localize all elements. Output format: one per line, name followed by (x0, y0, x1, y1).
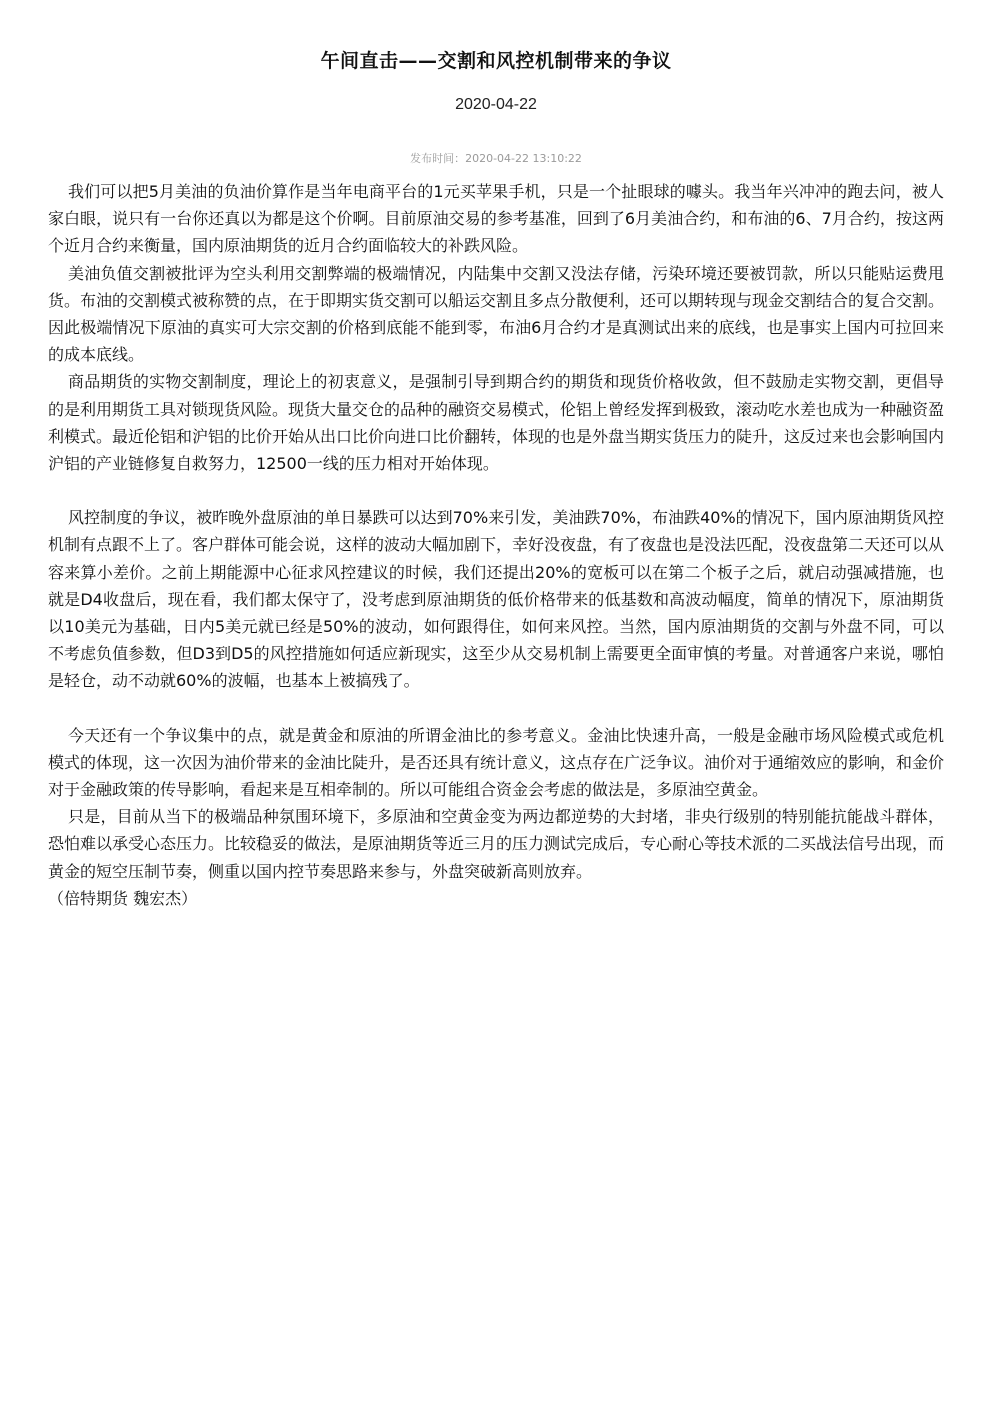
paragraph: 风控制度的争议，被昨晚外盘原油的单日暴跌可以达到70%来引发，美油跌70%，布油跌40%的情况下，国内原油期货风控机制有点跟不上了。客户群体可能会说，这样的波动大幅加剧下，幸好没夜盘，有了夜盘也是没法匹配，没夜盘第二天还可以从容来算小差价。之前上期能源中心征求风控建议的时候，我们还提出20%的宽板可以在第二个板子之后，就启动强减措施，也就是D4收盘后，现在看，我们都太保守了，没考虑到原油期货的低价格带来的低基数和高波动幅度，简单的情况下，原油期货以10美元为基础，日内5美元就已经是50%的波动，如何跟得住，如何来风控。当然，国内原油期货的交割与外盘不同，可以不考虑负值参数，但D3到D5的风控措施如何适应新现实，这至少从交易机制上需要更全面审慎的考量。对普通客户来说，哪怕是轻仓，动不动就60%的波幅，也基本上被搞残了。 (48, 508, 945, 691)
article-body (48, 178, 944, 912)
publish-time: 发布时间：2020-04-22 13:10:22 (410, 152, 582, 165)
article-title: 午间直击——交割和风控机制带来的争议 (320, 50, 672, 72)
paragraph: 我们可以把5月美油的负油价算作是当年电商平台的1元买苹果手机，只是一个扯眼球的噱头。我当年兴冲冲的跑去问，被人家白眼，说只有一台你还真以为都是这个价啊。目前原油交易的参考基准，回到了6月美油合约，和布油的6、7月合约，按这两个近月合约来衡量，国内原油期货的近月合约面临较大的补跌风险。 (48, 182, 944, 256)
paragraph: 商品期货的实物交割制度，理论上的初衷意义，是强制引导到期合约的期货和现货价格收敛，但不鼓励走实物交割，更倡导的是利用期货工具对锁现货风险。现货大量交仓的品种的融资交易模式，伦铝上曾经发挥到极致，滚动吃水差也成为一种融资盈利模式。最近伦铝和沪铝的比价开始从出口比价向进口比价翻转，体现的也是外盘当期实货压力的陡升，这反过来也会影响国内沪铝的产业链修复自救努力，12500一线的压力相对开始体现。 (48, 372, 945, 474)
paragraph: 美油负值交割被批评为空头利用交割弊端的极端情况，内陆集中交割又没法存储，污染环境还要被罚款，所以只能贴运费甩货。布油的交割模式被称赞的点，在于即期实货交割可以船运交割且多点分散便利，还可以期转现与现金交割结合的复合交割。因此极端情况下原油的真实可大宗交割的价格到底能不能到零，布油6月合约才是真测试出来的底线，也是事实上国内可拉回来的成本底线。 (48, 263, 945, 365)
article-date: 2020-04-22 (455, 96, 537, 113)
paragraph: 只是，目前从当下的极端品种氛围环境下，多原油和空黄金变为两边都逆势的大封堵，非央行级别的特别能抗能战斗群体，恐怕难以承受心态压力。比较稳妥的做法，是原油期货等近三月的压力测试完成后，专心耐心等技术派的二买战法信号出现，而黄金的短空压制节奏，侧重以国内控节奏思路来参与，外盘突破新高则放弃。 (48, 807, 945, 881)
paragraph: 今天还有一个争议集中的点，就是黄金和原油的所谓金油比的参考意义。金油比快速升高，一般是金融市场风险模式或危机模式的体现，这一次因为油价带来的金油比陡升，是否还具有统计意义，这点存在广泛争议。油价对于通缩效应的影响，和金价对于金融政策的传导影响，看起来是互相牵制的。所以可能组合资金会考虑的做法是，多原油空黄金。 (48, 725, 945, 800)
author-signature: （倍特期货 魏宏杰） (48, 888, 198, 908)
